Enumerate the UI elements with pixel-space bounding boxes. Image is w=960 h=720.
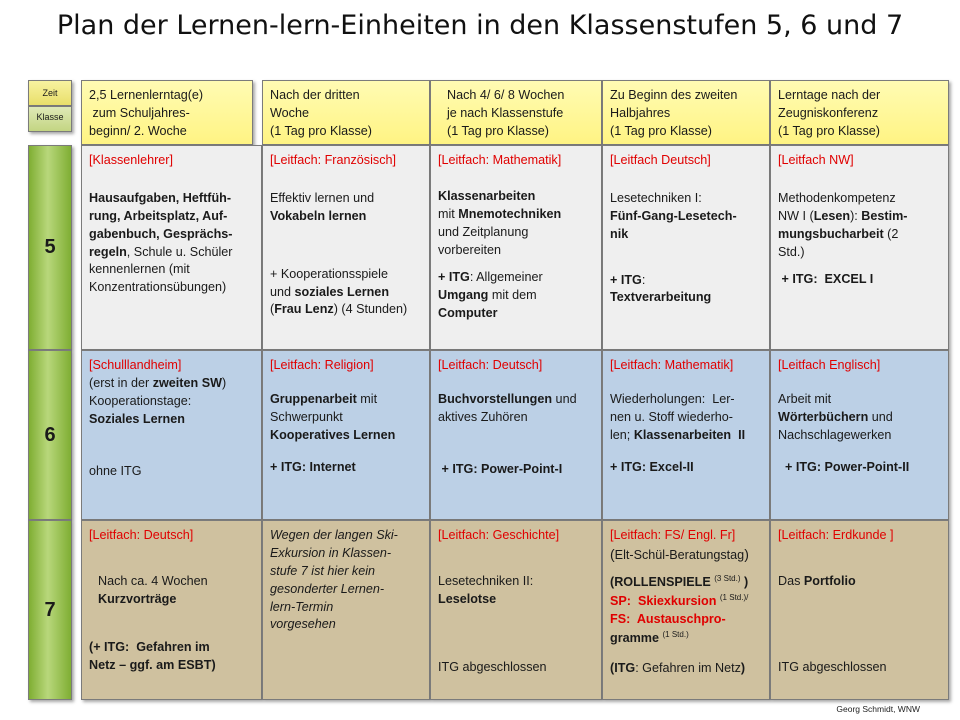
text: vorbereiten xyxy=(438,242,502,257)
text: (erst in der xyxy=(89,375,153,390)
header-line: Zu Beginn des zweiten xyxy=(610,88,738,102)
text: Effektiv lernen und xyxy=(270,190,375,205)
text: : Gefahren im Netz xyxy=(635,660,741,675)
header-line: beginn/ 2. Woche xyxy=(89,123,187,138)
text: und xyxy=(270,284,295,299)
text-bold: Umgang xyxy=(438,288,489,303)
text-small: (1 Std.)/ xyxy=(719,592,749,602)
text: ( xyxy=(610,545,615,562)
text: ( xyxy=(270,302,275,317)
cell-text xyxy=(610,190,763,244)
cell-text xyxy=(610,545,763,565)
header-line: (1 Tag pro Klasse) xyxy=(270,123,372,138)
text: kennenlernen (mit xyxy=(89,262,190,277)
text: stufe 7 ist hier kein xyxy=(270,563,375,578)
cell-text xyxy=(778,659,942,677)
subject-label: [Klassenlehrer] xyxy=(89,153,173,167)
text: mit xyxy=(438,206,459,221)
text: : Allgemeiner xyxy=(469,270,543,285)
header-line: Nach 4/ 6/ 8 Wochen xyxy=(447,88,565,102)
text: und xyxy=(868,409,893,424)
cell-text xyxy=(270,190,423,226)
text-bold: ) xyxy=(740,574,749,589)
text: Das xyxy=(778,573,804,588)
header-line: (1 Tag pro Klasse) xyxy=(447,123,549,138)
text-bold: rung, Arbeitsplatz, Auf- xyxy=(89,208,228,223)
cell-text xyxy=(610,272,763,308)
text-bold: Hausaufgaben, xyxy=(89,190,180,205)
text-bold: Frau Lenz xyxy=(274,302,334,317)
cell-5-2 xyxy=(262,145,430,350)
text: nen u. Stoff wiederho- xyxy=(610,409,733,424)
header-line: je nach Klassenstufe xyxy=(447,105,564,120)
text-bold: Heftfüh- xyxy=(179,190,232,205)
text-bold: + ITG: Excel-II xyxy=(610,459,694,474)
text-bold: Klassenarbeiten xyxy=(438,188,536,203)
text-small: (1 Std.) xyxy=(662,629,689,639)
cell-text xyxy=(610,391,763,445)
text-bold: soziales Lernen xyxy=(294,284,390,299)
text-bold: (ROLLENSPIELE xyxy=(610,574,715,589)
text: Elt-Schül-Beratungstag xyxy=(614,547,745,562)
header-line: Nach der dritten xyxy=(270,88,360,102)
text-bold: nik xyxy=(610,226,629,241)
subject-label: [Leitfach: Geschichte] xyxy=(438,528,560,542)
text: NW I ( xyxy=(778,208,814,223)
text: Nachschlagewerken xyxy=(778,427,892,442)
text: ohne ITG xyxy=(89,463,142,478)
header-cell-5 xyxy=(770,80,949,145)
cell-text xyxy=(778,391,942,445)
text: Kooperationstage: xyxy=(89,393,192,408)
schedule-table xyxy=(28,80,949,701)
cell-text xyxy=(270,391,423,445)
text: Wegen der langen Ski- xyxy=(270,528,398,542)
text-small: (3 Std.) xyxy=(714,573,741,583)
header-cell-3 xyxy=(430,80,602,145)
text: aktives Zuhören xyxy=(438,409,528,424)
text: len; xyxy=(610,427,634,442)
text-bold: Wörterbüchern xyxy=(778,409,869,424)
text: ITG abgeschlossen xyxy=(778,659,887,674)
text: Konzentrationsübungen) xyxy=(89,280,227,295)
text: mit xyxy=(356,391,378,406)
cell-7-3 xyxy=(430,520,602,700)
text-bold: + ITG xyxy=(610,272,642,287)
text: , Schule u. Schüler xyxy=(126,244,233,259)
cell-text xyxy=(89,375,255,429)
cell-text xyxy=(438,269,595,323)
cell-text xyxy=(270,266,423,320)
text-bold: Leselotse xyxy=(438,591,497,606)
page-title: Plan der Lernen-lern-Einheiten in den Klassenstufen 5, 6 und 7 xyxy=(56,10,904,41)
cell-text xyxy=(89,573,255,609)
subject-label: [Leitfach: Mathematik] xyxy=(438,153,562,167)
header-cell-1 xyxy=(81,80,253,145)
cell-7-5 xyxy=(770,520,949,700)
subject-label: [Leitfach Deutsch] xyxy=(610,153,711,167)
cell-6-3 xyxy=(430,350,602,520)
header-line: Zeugniskonferenz xyxy=(778,105,879,120)
text: ) xyxy=(744,545,749,562)
text-bold: Textverarbeitung xyxy=(610,290,712,305)
subject-label: [Leitfach: Deutsch] xyxy=(438,358,543,372)
cell-text xyxy=(89,463,255,481)
subject-label: [Leitfach: Deutsch] xyxy=(89,528,194,542)
text: mit dem xyxy=(488,288,537,303)
header-cell-2 xyxy=(262,80,430,145)
text-bold: Computer xyxy=(438,306,498,321)
header-line: 2,5 Lernenlerntag(e) xyxy=(89,88,204,102)
text: Lesetechniken I: xyxy=(610,190,702,205)
text-bold: + ITG: Internet xyxy=(270,459,356,474)
text: Arbeit mit xyxy=(778,391,832,406)
cell-7-2 xyxy=(262,520,430,700)
text: Methodenkompetenz xyxy=(778,190,896,205)
text: gesonderter Lernen- xyxy=(270,581,385,596)
text: ): xyxy=(850,208,862,223)
text: Exkursion in Klassen- xyxy=(270,545,392,560)
cell-5-3 xyxy=(430,145,602,350)
text: und xyxy=(552,391,577,406)
label-class-7: 7 xyxy=(28,520,72,700)
text-bold: Fünf-Gang-Lesetech- xyxy=(610,208,737,223)
text: Lesetechniken II: xyxy=(438,573,534,588)
text: Std.) xyxy=(778,244,805,259)
label-class-6: 6 xyxy=(28,350,72,520)
header-line: Halbjahres xyxy=(610,105,671,120)
subject-label: [Leitfach: FS/ Engl. Fr] xyxy=(610,528,736,542)
text: Nach ca. 4 Wochen xyxy=(98,573,208,588)
header-line: Woche xyxy=(270,105,309,120)
text-bold: Buchvorstellungen xyxy=(438,391,553,406)
cell-6-5 xyxy=(770,350,949,520)
text-bold: FS: Austauschpro- xyxy=(610,611,726,626)
cell-6-4 xyxy=(602,350,770,520)
cell-text xyxy=(438,573,595,609)
text: (2 xyxy=(883,226,899,241)
cell-text xyxy=(89,190,255,297)
text: und Zeitplanung xyxy=(438,224,529,239)
text-bold: + ITG: Power-Point-I xyxy=(438,461,563,476)
header-line: zum Schuljahres- xyxy=(89,105,190,120)
text-bold: SP: Skiexkursion xyxy=(610,594,720,608)
subject-label: [Leitfach: Mathematik] xyxy=(610,358,734,372)
text-bold: Gruppenarbeit xyxy=(270,391,357,406)
text: lern-Termin xyxy=(270,599,334,614)
cell-5-5 xyxy=(770,145,949,350)
subject-label: [Leitfach Englisch] xyxy=(778,358,881,372)
text-bold: (ITG xyxy=(610,660,636,675)
text-bold: : Gefahren im xyxy=(125,639,210,654)
cell-7-4 xyxy=(602,520,770,700)
text: ) (4 Stunden) xyxy=(333,302,408,317)
text-bold: (+ ITG xyxy=(89,639,126,654)
cell-text xyxy=(438,659,595,677)
cell-text xyxy=(778,573,942,591)
text-bold: + ITG: Power-Point-II xyxy=(778,459,910,474)
cell-text xyxy=(778,190,942,262)
text-bold: mungsbucharbeit xyxy=(778,226,884,241)
text: Wiederholungen: Ler- xyxy=(610,391,735,406)
header-line: Lerntage nach der xyxy=(778,88,881,102)
cell-6-2 xyxy=(262,350,430,520)
text-bold: Soziales Lernen xyxy=(89,411,185,426)
header-line: (1 Tag pro Klasse) xyxy=(778,123,880,138)
text-bold: Klassenarbeiten II xyxy=(633,427,746,442)
cell-text xyxy=(610,660,763,678)
text-bold: Mnemotechniken xyxy=(458,206,562,221)
text-bold: Vokabeln lernen xyxy=(270,208,367,223)
cell-text xyxy=(438,461,595,479)
cell-text xyxy=(270,459,423,477)
text-bold: Portfolio xyxy=(803,573,856,588)
header-cell-4 xyxy=(602,80,770,145)
header-line: (1 Tag pro Klasse) xyxy=(610,123,712,138)
cell-5-1 xyxy=(81,145,262,350)
text-bold: Kurzvorträge xyxy=(98,591,177,606)
text-bold: gabenbuch, Gesprächs- xyxy=(89,226,233,241)
subject-label: [Schulllandheim] xyxy=(89,358,182,372)
cell-7-1 xyxy=(81,520,262,700)
text-bold: + ITG: EXCEL I xyxy=(778,272,874,287)
text: + Kooperationsspiele xyxy=(270,266,388,281)
subject-label: [Leitfach: Französisch] xyxy=(270,153,396,167)
text-bold: zweiten SW xyxy=(152,375,222,390)
cell-text xyxy=(610,573,763,648)
text: ITG abgeschlossen xyxy=(438,659,547,674)
cell-text xyxy=(89,639,255,675)
text: vorgesehen xyxy=(270,617,336,632)
text-bold: gramme xyxy=(610,630,663,645)
text-bold: Kooperatives Lernen xyxy=(270,427,396,442)
label-klasse: Klasse xyxy=(28,106,72,132)
subject-label: [Leitfach NW] xyxy=(778,153,854,167)
cell-6-1 xyxy=(81,350,262,520)
text: : xyxy=(641,272,646,287)
footer-credit: Georg Schmidt, WNW xyxy=(836,704,920,714)
cell-text xyxy=(778,459,942,477)
cell-text xyxy=(778,271,942,289)
cell-text xyxy=(610,459,763,477)
text-bold: ) xyxy=(740,660,746,675)
label-class-5: 5 xyxy=(28,145,72,350)
text-bold: Bestim- xyxy=(861,208,908,223)
label-zeit: Zeit xyxy=(28,80,72,106)
text: ) xyxy=(221,375,227,390)
text-bold: regeln xyxy=(89,244,127,259)
subject-label: [Leitfach: Religion] xyxy=(270,358,374,372)
cell-5-4 xyxy=(602,145,770,350)
text: Schwerpunkt xyxy=(270,409,343,424)
subject-label: [Leitfach: Erdkunde ] xyxy=(778,528,894,542)
text-bold: + ITG xyxy=(438,270,470,285)
text-bold: Netz – ggf. am ESBT) xyxy=(89,657,216,672)
text-bold: Lesen xyxy=(813,208,851,223)
cell-text xyxy=(438,391,595,427)
cell-text xyxy=(438,188,595,260)
